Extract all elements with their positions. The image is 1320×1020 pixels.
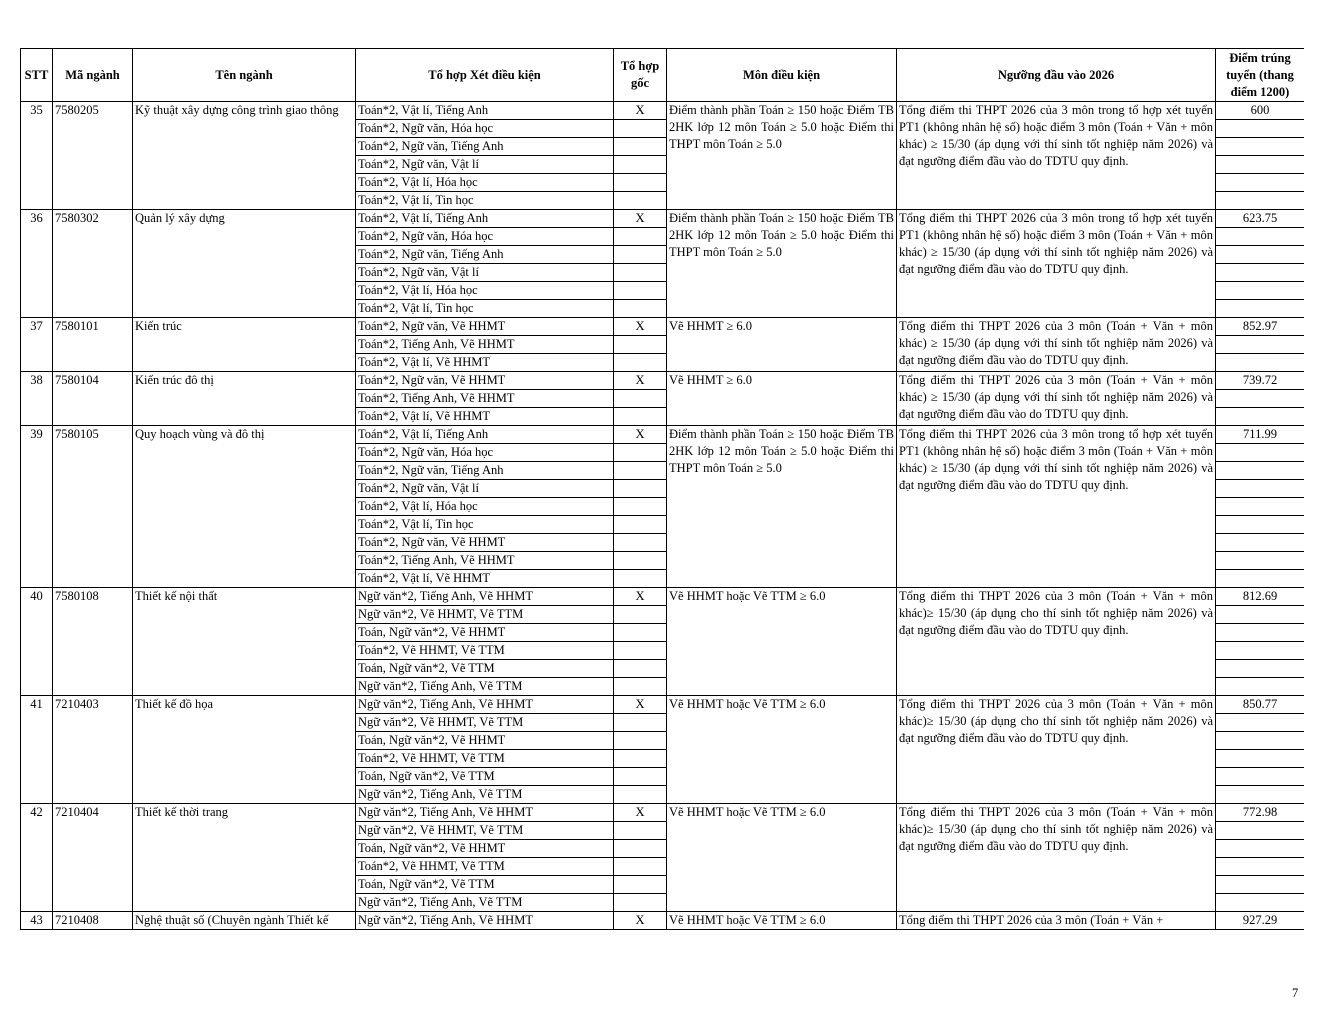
ten-nganh-cell: Kiến trúc đô thị: [133, 372, 356, 426]
to-hop-goc-cell: X: [614, 426, 667, 444]
ten-nganh-cell: Nghệ thuật số (Chuyên ngành Thiết kế: [133, 912, 356, 930]
to-hop-cell: Ngữ văn*2, Tiếng Anh, Vẽ TTM: [356, 894, 614, 912]
to-hop-cell: Toán, Ngữ văn*2, Vẽ TTM: [356, 660, 614, 678]
header-ten-nganh: Tên ngành: [133, 49, 356, 102]
to-hop-cell: Toán*2, Ngữ văn, Tiếng Anh: [356, 462, 614, 480]
to-hop-cell: Toán*2, Vẽ HHMT, Vẽ TTM: [356, 642, 614, 660]
mon-dieu-kien-cell: Vẽ HHMT hoặc Vẽ TTM ≥ 6.0: [667, 804, 897, 912]
to-hop-goc-cell: [614, 264, 667, 282]
table-header-row: [21, 49, 1305, 102]
to-hop-goc-cell: [614, 624, 667, 642]
to-hop-goc-cell: [614, 516, 667, 534]
ten-nganh-cell: Quy hoạch vùng và đô thị: [133, 426, 356, 588]
to-hop-goc-cell: X: [614, 696, 667, 714]
to-hop-goc-cell: [614, 408, 667, 426]
to-hop-goc-cell: X: [614, 372, 667, 390]
diem-empty-cell: [1216, 641, 1304, 659]
to-hop-cell: Ngữ văn*2, Tiếng Anh, Vẽ HHMT: [356, 912, 614, 930]
table-row: [21, 804, 1305, 822]
to-hop-cell: Toán*2, Ngữ văn, Tiếng Anh: [356, 138, 614, 156]
ten-nganh-cell: Quản lý xây dựng: [133, 210, 356, 318]
to-hop-cell: Toán*2, Vật lí, Tin học: [356, 300, 614, 318]
ma-nganh-cell: 7580101: [53, 318, 133, 372]
diem-empty-cell: [1216, 821, 1304, 839]
stt-cell: 36: [21, 210, 53, 318]
to-hop-cell: Ngữ văn*2, Tiếng Anh, Vẽ TTM: [356, 786, 614, 804]
table-row: [21, 372, 1305, 390]
stt-cell: 39: [21, 426, 53, 588]
diem-cell: [1216, 102, 1305, 210]
to-hop-goc-cell: [614, 300, 667, 318]
diem-empty-cell: [1216, 857, 1304, 875]
header-stt: STT: [21, 49, 53, 102]
nguong-cell: Tổng điểm thi THPT 2026 của 3 môn trong tổ hợp xét tuyển PT1 (không nhân hệ số) hoặc điểm 3 môn (Toán + Văn + môn khác) ≥ 15/30 (áp dụng với thí sinh tốt nghiệp năm 2026) và đạt ngưỡng điểm đầu vào do TDTU quy định.: [897, 102, 1216, 210]
admission-table-sheet: [20, 48, 1304, 959]
diem-empty-cell: [1216, 893, 1304, 911]
to-hop-cell: Toán*2, Vật lí, Hóa học: [356, 498, 614, 516]
ma-nganh-cell: 7210404: [53, 804, 133, 912]
to-hop-cell: Toán*2, Vẽ HHMT, Vẽ TTM: [356, 750, 614, 768]
diem-trung-tuyen-value: 927.29: [1242, 913, 1278, 927]
ten-nganh-cell: Thiết kế đồ họa: [133, 696, 356, 804]
diem-trung-tuyen-value: 623.75: [1242, 211, 1278, 225]
diem-empty-cell: [1216, 605, 1304, 623]
diem-cell: [1216, 804, 1305, 912]
diem-empty-cell: [1216, 353, 1304, 371]
diem-trung-tuyen-value: 711.99: [1243, 427, 1277, 441]
ma-nganh-cell: 7580108: [53, 588, 133, 696]
to-hop-cell: Ngữ văn*2, Vẽ HHMT, Vẽ TTM: [356, 822, 614, 840]
ten-nganh-cell: Kiến trúc: [133, 318, 356, 372]
ma-nganh-cell: 7580105: [53, 426, 133, 588]
diem-empty-cell: [1216, 839, 1304, 857]
header-nguong: Ngưỡng đầu vào 2026: [897, 49, 1216, 102]
diem-empty-cell: [1216, 515, 1304, 533]
to-hop-cell: Toán*2, Tiếng Anh, Vẽ HHMT: [356, 552, 614, 570]
table-row: [21, 102, 1305, 120]
diem-empty-cell: [1216, 443, 1304, 461]
to-hop-goc-cell: [614, 354, 667, 372]
table-row: [21, 588, 1305, 606]
to-hop-goc-cell: [614, 606, 667, 624]
to-hop-cell: Toán*2, Ngữ văn, Vật lí: [356, 156, 614, 174]
mon-dieu-kien-cell: Điểm thành phần Toán ≥ 150 hoặc Điểm TB 2HK lớp 12 môn Toán ≥ 5.0 hoặc Điểm thi THPT môn Toán ≥ 5.0: [667, 102, 897, 210]
to-hop-goc-cell: X: [614, 912, 667, 930]
to-hop-cell: Toán*2, Ngữ văn, Vật lí: [356, 264, 614, 282]
to-hop-goc-cell: [614, 714, 667, 732]
to-hop-cell: Toán*2, Ngữ văn, Vẽ HHMT: [356, 318, 614, 336]
to-hop-goc-cell: [614, 156, 667, 174]
diem-empty-cell: [1216, 227, 1304, 245]
stt-cell: 37: [21, 318, 53, 372]
diem-empty-cell: [1216, 263, 1304, 281]
to-hop-cell: Toán*2, Ngữ văn, Hóa học: [356, 228, 614, 246]
diem-empty-cell: [1216, 173, 1304, 191]
stt-cell: 38: [21, 372, 53, 426]
mon-dieu-kien-cell: Vẽ HHMT hoặc Vẽ TTM ≥ 6.0: [667, 588, 897, 696]
to-hop-goc-cell: [614, 480, 667, 498]
to-hop-cell: Toán*2, Ngữ văn, Hóa học: [356, 120, 614, 138]
diem-cell: [1216, 696, 1305, 804]
to-hop-goc-cell: X: [614, 102, 667, 120]
to-hop-cell: Toán*2, Vật lí, Vẽ HHMT: [356, 408, 614, 426]
ten-nganh-cell: Thiết kế thời trang: [133, 804, 356, 912]
nguong-cell: Tổng điểm thi THPT 2026 của 3 môn (Toán + Văn + môn khác)≥ 15/30 (áp dụng cho thí sinh tốt nghiệp năm 2026) và đạt ngưỡng điểm đầu vào do TDTU quy định.: [897, 588, 1216, 696]
to-hop-cell: Toán*2, Ngữ văn, Vẽ HHMT: [356, 372, 614, 390]
to-hop-goc-cell: [614, 642, 667, 660]
to-hop-goc-cell: [614, 120, 667, 138]
diem-trung-tuyen-value: 852.97: [1242, 319, 1278, 333]
diem-empty-cell: [1216, 767, 1304, 785]
to-hop-cell: Ngữ văn*2, Tiếng Anh, Vẽ TTM: [356, 678, 614, 696]
diem-empty-cell: [1216, 551, 1304, 569]
to-hop-goc-cell: X: [614, 804, 667, 822]
header-ma-nganh: Mã ngành: [53, 49, 133, 102]
to-hop-cell: Ngữ văn*2, Tiếng Anh, Vẽ HHMT: [356, 696, 614, 714]
to-hop-cell: Toán*2, Ngữ văn, Vật lí: [356, 480, 614, 498]
ma-nganh-cell: 7210403: [53, 696, 133, 804]
nguong-cell: Tổng điểm thi THPT 2026 của 3 môn trong tổ hợp xét tuyển PT1 (không nhân hệ số) hoặc điểm 3 môn (Toán + Văn + môn khác) ≥ 15/30 (áp dụng với thí sinh tốt nghiệp năm 2026) và đạt ngưỡng điểm đầu vào do TDTU quy định.: [897, 210, 1216, 318]
nguong-cell: Tổng điểm thi THPT 2026 của 3 môn (Toán + Văn +: [897, 912, 1216, 930]
diem-cell: [1216, 588, 1305, 696]
to-hop-goc-cell: [614, 750, 667, 768]
table-row: [21, 210, 1305, 228]
to-hop-cell: Toán*2, Ngữ văn, Tiếng Anh: [356, 246, 614, 264]
to-hop-goc-cell: [614, 498, 667, 516]
diem-empty-cell: [1216, 335, 1304, 353]
to-hop-cell: Ngữ văn*2, Tiếng Anh, Vẽ HHMT: [356, 588, 614, 606]
diem-empty-cell: [1216, 299, 1304, 317]
table-row: [21, 426, 1305, 444]
diem-cell: [1216, 210, 1305, 318]
diem-trung-tuyen-value: 739.72: [1242, 373, 1278, 387]
to-hop-goc-cell: [614, 768, 667, 786]
stt-cell: 43: [21, 912, 53, 930]
to-hop-goc-cell: [614, 660, 667, 678]
to-hop-goc-cell: [614, 534, 667, 552]
to-hop-cell: Toán*2, Vật lí, Hóa học: [356, 174, 614, 192]
table-body: [21, 102, 1305, 930]
to-hop-cell: Toán*2, Tiếng Anh, Vẽ HHMT: [356, 390, 614, 408]
diem-empty-cell: [1216, 533, 1304, 551]
ma-nganh-cell: 7580302: [53, 210, 133, 318]
to-hop-goc-cell: [614, 444, 667, 462]
ten-nganh-cell: Thiết kế nội thất: [133, 588, 356, 696]
diem-cell: [1216, 372, 1305, 426]
stt-cell: 35: [21, 102, 53, 210]
to-hop-cell: Toán*2, Vật lí, Tiếng Anh: [356, 210, 614, 228]
to-hop-goc-cell: [614, 390, 667, 408]
to-hop-goc-cell: [614, 336, 667, 354]
to-hop-goc-cell: X: [614, 588, 667, 606]
to-hop-goc-cell: [614, 858, 667, 876]
to-hop-goc-cell: [614, 822, 667, 840]
to-hop-cell: Toán, Ngữ văn*2, Vẽ TTM: [356, 768, 614, 786]
ma-nganh-cell: 7580104: [53, 372, 133, 426]
table-row: [21, 696, 1305, 714]
to-hop-goc-cell: X: [614, 318, 667, 336]
diem-empty-cell: [1216, 191, 1304, 209]
to-hop-goc-cell: [614, 678, 667, 696]
to-hop-cell: Toán*2, Vật lí, Hóa học: [356, 282, 614, 300]
diem-empty-cell: [1216, 389, 1304, 407]
mon-dieu-kien-cell: Điểm thành phần Toán ≥ 150 hoặc Điểm TB 2HK lớp 12 môn Toán ≥ 5.0 hoặc Điểm thi THPT môn Toán ≥ 5.0: [667, 210, 897, 318]
diem-empty-cell: [1216, 569, 1304, 587]
stt-cell: 41: [21, 696, 53, 804]
nguong-cell: Tổng điểm thi THPT 2026 của 3 môn (Toán + Văn + môn khác)≥ 15/30 (áp dụng cho thí sinh tốt nghiệp năm 2026) và đạt ngưỡng điểm đầu vào do TDTU quy định.: [897, 804, 1216, 912]
diem-empty-cell: [1216, 407, 1304, 425]
stt-cell: 40: [21, 588, 53, 696]
header-mon-dieu-kien: Môn điều kiện: [667, 49, 897, 102]
diem-empty-cell: [1216, 479, 1304, 497]
to-hop-cell: Toán, Ngữ văn*2, Vẽ TTM: [356, 876, 614, 894]
diem-empty-cell: [1216, 119, 1304, 137]
diem-trung-tuyen-value: 600: [1250, 103, 1270, 117]
nguong-cell: Tổng điểm thi THPT 2026 của 3 môn (Toán + Văn + môn khác) ≥ 15/30 (áp dụng với thí sinh tốt nghiệp năm 2026) và đạt ngưỡng điểm đầu vào do TDTU quy định.: [897, 372, 1216, 426]
diem-trung-tuyen-value: 772.98: [1242, 805, 1278, 819]
to-hop-goc-cell: [614, 192, 667, 210]
to-hop-cell: Toán*2, Vật lí, Tin học: [356, 516, 614, 534]
to-hop-cell: Toán*2, Vật lí, Tiếng Anh: [356, 426, 614, 444]
diem-empty-cell: [1216, 461, 1304, 479]
to-hop-goc-cell: [614, 732, 667, 750]
to-hop-cell: Toán*2, Vẽ HHMT, Vẽ TTM: [356, 858, 614, 876]
admission-table: [20, 48, 1304, 930]
to-hop-goc-cell: [614, 282, 667, 300]
diem-empty-cell: [1216, 497, 1304, 515]
table-row: [21, 912, 1305, 930]
mon-dieu-kien-cell: Vẽ HHMT ≥ 6.0: [667, 318, 897, 372]
table-row: [21, 318, 1305, 336]
page-number: 7: [1292, 986, 1299, 1000]
mon-dieu-kien-cell: Vẽ HHMT ≥ 6.0: [667, 372, 897, 426]
to-hop-cell: Toán*2, Ngữ văn, Vẽ HHMT: [356, 534, 614, 552]
diem-empty-cell: [1216, 137, 1304, 155]
nguong-cell: Tổng điểm thi THPT 2026 của 3 môn (Toán + Văn + môn khác)≥ 15/30 (áp dụng cho thí sinh tốt nghiệp năm 2026) và đạt ngưỡng điểm đầu vào do TDTU quy định.: [897, 696, 1216, 804]
header-to-hop-goc: Tổ hợp gốc: [614, 49, 667, 102]
to-hop-cell: Toán*2, Tiếng Anh, Vẽ HHMT: [356, 336, 614, 354]
diem-empty-cell: [1216, 623, 1304, 641]
to-hop-cell: Toán*2, Ngữ văn, Hóa học: [356, 444, 614, 462]
diem-empty-cell: [1216, 155, 1304, 173]
diem-cell: [1216, 912, 1305, 930]
nguong-cell: Tổng điểm thi THPT 2026 của 3 môn (Toán + Văn + môn khác) ≥ 15/30 (áp dụng với thí sinh tốt nghiệp năm 2026) và đạt ngưỡng điểm đầu vào do TDTU quy định.: [897, 318, 1216, 372]
diem-empty-cell: [1216, 785, 1304, 803]
to-hop-cell: Toán, Ngữ văn*2, Vẽ HHMT: [356, 624, 614, 642]
to-hop-cell: Toán*2, Vật lí, Vẽ HHMT: [356, 570, 614, 588]
diem-empty-cell: [1216, 677, 1304, 695]
ma-nganh-cell: 7210408: [53, 912, 133, 930]
mon-dieu-kien-cell: Điểm thành phần Toán ≥ 150 hoặc Điểm TB 2HK lớp 12 môn Toán ≥ 5.0 hoặc Điểm thi THPT môn Toán ≥ 5.0: [667, 426, 897, 588]
diem-empty-cell: [1216, 749, 1304, 767]
to-hop-goc-cell: [614, 786, 667, 804]
mon-dieu-kien-cell: Vẽ HHMT hoặc Vẽ TTM ≥ 6.0: [667, 696, 897, 804]
to-hop-goc-cell: [614, 876, 667, 894]
diem-empty-cell: [1216, 659, 1304, 677]
to-hop-goc-cell: [614, 552, 667, 570]
to-hop-cell: Toán, Ngữ văn*2, Vẽ HHMT: [356, 840, 614, 858]
ma-nganh-cell: 7580205: [53, 102, 133, 210]
diem-cell: [1216, 318, 1305, 372]
to-hop-goc-cell: X: [614, 210, 667, 228]
to-hop-goc-cell: [614, 174, 667, 192]
to-hop-cell: Ngữ văn*2, Vẽ HHMT, Vẽ TTM: [356, 714, 614, 732]
diem-trung-tuyen-value: 812.69: [1242, 589, 1278, 603]
to-hop-cell: Ngữ văn*2, Tiếng Anh, Vẽ HHMT: [356, 804, 614, 822]
to-hop-goc-cell: [614, 228, 667, 246]
to-hop-cell: Toán*2, Vật lí, Tin học: [356, 192, 614, 210]
to-hop-cell: Toán*2, Vật lí, Tiếng Anh: [356, 102, 614, 120]
header-diem: Điểm trúng tuyển (thang điểm 1200): [1216, 49, 1305, 102]
stt-cell: 42: [21, 804, 53, 912]
mon-dieu-kien-cell: Vẽ HHMT hoặc Vẽ TTM ≥ 6.0: [667, 912, 897, 930]
to-hop-cell: Ngữ văn*2, Vẽ HHMT, Vẽ TTM: [356, 606, 614, 624]
to-hop-goc-cell: [614, 246, 667, 264]
to-hop-cell: Toán*2, Vật lí, Vẽ HHMT: [356, 354, 614, 372]
ten-nganh-cell: Kỹ thuật xây dựng công trình giao thông: [133, 102, 356, 210]
to-hop-goc-cell: [614, 462, 667, 480]
diem-empty-cell: [1216, 281, 1304, 299]
to-hop-goc-cell: [614, 138, 667, 156]
diem-empty-cell: [1216, 713, 1304, 731]
header-to-hop: Tổ hợp Xét điều kiện: [356, 49, 614, 102]
to-hop-goc-cell: [614, 570, 667, 588]
diem-empty-cell: [1216, 875, 1304, 893]
diem-empty-cell: [1216, 245, 1304, 263]
diem-cell: [1216, 426, 1305, 588]
nguong-cell: Tổng điểm thi THPT 2026 của 3 môn trong tổ hợp xét tuyển PT1 (không nhân hệ số) hoặc điểm 3 môn (Toán + Văn + môn khác) ≥ 15/30 (áp dụng với thí sinh tốt nghiệp năm 2026) và đạt ngưỡng điểm đầu vào do TDTU quy định.: [897, 426, 1216, 588]
to-hop-goc-cell: [614, 894, 667, 912]
to-hop-goc-cell: [614, 840, 667, 858]
diem-trung-tuyen-value: 850.77: [1242, 697, 1278, 711]
diem-empty-cell: [1216, 731, 1304, 749]
to-hop-cell: Toán, Ngữ văn*2, Vẽ HHMT: [356, 732, 614, 750]
